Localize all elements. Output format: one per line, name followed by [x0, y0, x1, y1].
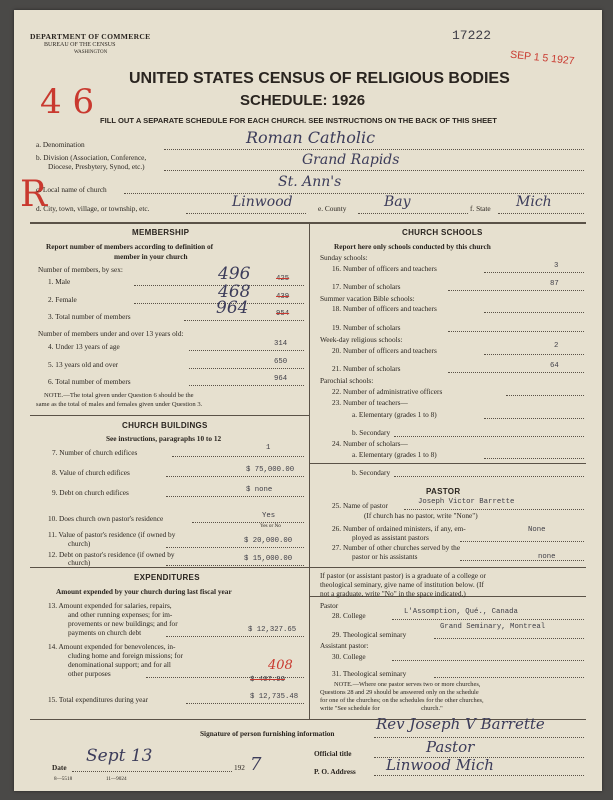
q24b-label: b. Secondary [352, 468, 391, 477]
denomination-value: Roman Catholic [246, 128, 376, 147]
q23b-label: b. Secondary [352, 428, 391, 437]
q9-label: 9. Debt on church edifices [52, 488, 129, 497]
q14-label: 14. Amount expended for benevolences, in- [48, 642, 176, 651]
q26-value: None [528, 526, 546, 534]
print-number: 11—9024 [106, 776, 127, 782]
pastor-subheading: Pastor [320, 601, 339, 610]
pastor-note-2: Questions 28 and 29 should be answered only on the schedule [320, 689, 479, 696]
q21-value: 64 [550, 362, 559, 370]
year-label: 192 [234, 763, 245, 772]
q10-sublabel: Yes or No [260, 523, 281, 529]
q29-value: Grand Seminary, Montreal [440, 623, 546, 631]
city-town-value: Linwood [232, 194, 293, 210]
q4-value: 314 [274, 340, 288, 348]
q11-label: 11. Value of pastor's residence (if owned by [48, 530, 176, 539]
q3-hand-value: 964 [216, 298, 249, 318]
schools-intro: Report here only schools conducted by this church [334, 242, 491, 251]
expenditures-intro: Amount expended by your church during last fiscal year [56, 587, 232, 596]
year-handwritten: 7 [250, 754, 262, 775]
q4-label: 4. Under 13 years of age [48, 342, 120, 351]
q7-value: 1 [266, 444, 271, 452]
members-by-age-label: Number of members under and over 13 years old: [38, 329, 184, 338]
assistant-pastor-subheading: Assistant pastor: [320, 641, 369, 650]
q25-sublabel: (If church has no pastor, write "None") [364, 511, 478, 520]
q23-label: 23. Number of teachers— [332, 398, 408, 407]
county-label: e. County [318, 204, 347, 213]
schedule-number: 17222 [452, 28, 492, 43]
po-address-label: P. O. Address [314, 767, 356, 776]
signature-value: Rev Joseph V Barrette [376, 715, 545, 733]
q12-value: $ 15,000.00 [244, 555, 293, 563]
census-schedule-sheet [14, 10, 602, 791]
graduate-instruction-3: not a graduate, write "No" in the space indicated.) [320, 589, 466, 598]
pastor-note-3: for one of the churches; on the schedules for the other churches, [320, 697, 484, 704]
membership-intro-2: member in your church [114, 252, 188, 261]
q23a-label: a. Elementary (grades 1 to 8) [352, 410, 437, 419]
q24-label: 24. Number of scholars— [332, 439, 408, 448]
q13-value: $ 12,327.65 [248, 626, 297, 634]
pastor-name-value: Joseph Victor Barrette [418, 498, 515, 506]
q16-label: 16. Number of officers and teachers [332, 264, 437, 273]
pastor-note: NOTE.—Where one pastor serves two or more churches, [334, 681, 481, 688]
q29-label: 29. Theological seminary [332, 630, 407, 639]
division-label-2: Diocese, Presbytery, Synod, etc.) [48, 162, 145, 171]
q30-label: 30. College [332, 652, 366, 661]
q6-label: 6. Total number of members [48, 377, 131, 386]
q27-label: 27. Number of other churches served by the [332, 543, 461, 552]
q17-value: 87 [550, 280, 559, 288]
q22-label: 22. Number of administrative officers [332, 387, 443, 396]
graduate-instruction: If pastor (or assistant pastor) is a graduate of a college or [320, 571, 486, 580]
summer-schools-label: Summer vacation Bible schools: [320, 294, 415, 303]
q7-label: 7. Number of church edifices [52, 448, 138, 457]
city-label: WASHINGTON [74, 50, 108, 55]
q14-label-2: cluding home and foreign missions; for [68, 651, 183, 660]
form-subtitle: SCHEDULE: 1926 [240, 92, 366, 109]
graduate-instruction-2: theological seminary, give name of institution below. (If [320, 580, 484, 589]
membership-note: NOTE.—The total given under Question 6 should be the [44, 392, 194, 399]
q15-value: $ 12,735.48 [250, 693, 299, 701]
local-name-label: c. Local name of church [36, 185, 107, 194]
q14-typed-value: $ 407.90 [250, 676, 286, 684]
q2-typed-value: 439 [276, 293, 290, 301]
q2-label: 2. Female [48, 295, 77, 304]
q17-label: 17. Number of scholars [332, 282, 401, 291]
q8-label: 8. Value of church edifices [52, 468, 130, 477]
date-label: Date [52, 763, 67, 772]
denomination-label: a. Denomination [36, 140, 85, 149]
state-value: Mich [516, 194, 552, 210]
membership-heading: MEMBERSHIP [132, 228, 190, 237]
q5-label: 5. 13 years old and over [48, 360, 119, 369]
form-number: 8—5518 [54, 776, 73, 782]
q20-value: 2 [554, 342, 559, 350]
division-label: b. Division (Association, Conference, [36, 153, 147, 162]
q10-value: Yes [262, 512, 276, 520]
q1-label: 1. Male [48, 277, 71, 286]
q10-label: 10. Does church own pastor's residence [48, 514, 164, 523]
schools-heading: CHURCH SCHOOLS [402, 228, 483, 237]
q1-hand-value: 496 [218, 264, 251, 284]
membership-intro: Report number of members according to definition of [46, 242, 214, 251]
buildings-heading: CHURCH BUILDINGS [122, 421, 208, 430]
membership-note-2: same as the total of males and females given under Question 3. [36, 401, 203, 408]
q20-label: 20. Number of officers and teachers [332, 346, 437, 355]
q6-value: 964 [274, 375, 288, 383]
pastor-heading: PASTOR [426, 487, 461, 496]
q3-label: 3. Total number of members [48, 312, 131, 321]
official-title-value: Pastor [426, 738, 475, 756]
q11-label-2: church) [68, 539, 91, 548]
red-handwritten-number: 4 6 [40, 82, 95, 122]
signature-label: Signature of person furnishing information [200, 729, 335, 738]
q14-label-4: other purposes [68, 669, 111, 678]
division-value: Grand Rapids [302, 152, 400, 168]
buildings-intro: See instructions, paragraphs 10 to 12 [106, 434, 222, 443]
state-label: f. State [470, 204, 491, 213]
county-value: Bay [384, 194, 411, 210]
q13-label-3: provements or new buildings; and for [68, 619, 178, 628]
q15-label: 15. Total expenditures during year [48, 695, 149, 704]
q26-label-2: ployed as assistant pastors [352, 533, 429, 542]
q28-label: 28. College [332, 611, 366, 620]
q31-label: 31. Theological seminary [332, 669, 407, 678]
margin-r-mark: R [20, 174, 48, 215]
expenditures-heading: EXPENDITURES [134, 573, 200, 582]
form-title: UNITED STATES CENSUS OF RELIGIOUS BODIES [129, 70, 510, 87]
q2-hand-value: 468 [218, 282, 251, 302]
date-value: Sept 13 [86, 746, 153, 766]
q14-label-3: denominational support; and for all [68, 660, 171, 669]
q1-typed-value: 425 [276, 275, 290, 283]
weekday-schools-label: Week-day religious schools: [320, 335, 403, 344]
bureau-label: BUREAU OF THE CENSUS [44, 42, 116, 48]
q24a-label: a. Elementary (grades 1 to 8) [352, 450, 437, 459]
parochial-schools-label: Parochial schools: [320, 376, 374, 385]
q5-value: 650 [274, 358, 288, 366]
q8-value: $ 75,000.00 [246, 466, 295, 474]
q14-hand-value: 408 [268, 658, 293, 673]
q28-value: L'Assomption, Qué., Canada [404, 608, 518, 616]
sunday-schools-label: Sunday schools: [320, 253, 368, 262]
q13-label-4: payments on church debt [68, 628, 142, 637]
po-address-value: Linwood Mich [386, 756, 494, 774]
q9-value: $ none [246, 486, 273, 494]
local-name-value: St. Ann's [278, 174, 342, 190]
q18-label: 18. Number of officers and teachers [332, 304, 437, 313]
q12-label-2: church) [68, 558, 91, 567]
q25-label: 25. Name of pastor [332, 501, 388, 510]
received-date-stamp: SEP 1 5 1927 [509, 48, 576, 68]
q26-label: 26. Number of ordained ministers, if any, em- [332, 524, 466, 533]
official-title-label: Official title [314, 749, 352, 758]
q21-label: 21. Number of scholars [332, 364, 401, 373]
q13-label: 13. Amount expended for salaries, repairs, [48, 601, 172, 610]
department-label: DEPARTMENT OF COMMERCE [30, 32, 151, 41]
q12-label: 12. Debt on pastor's residence (if owned by [48, 550, 175, 559]
members-by-sex-label: Number of members, by sex: [38, 265, 123, 274]
q3-typed-value: 954 [276, 310, 290, 318]
q27-label-2: pastor or his assistants [352, 552, 418, 561]
q11-value: $ 20,000.00 [244, 537, 293, 545]
q27-value: none [538, 553, 556, 561]
q13-label-2: and other running expenses; for im- [68, 610, 173, 619]
q16-value: 3 [554, 262, 559, 270]
pastor-note-4: write "See schedule for church." [320, 705, 443, 712]
form-instruction: FILL OUT A SEPARATE SCHEDULE FOR EACH CHURCH. SEE INSTRUCTIONS ON THE BACK OF THIS SHEET [100, 116, 497, 125]
city-town-label: d. City, town, village, or township, etc. [36, 204, 150, 213]
q19-label: 19. Number of scholars [332, 323, 401, 332]
